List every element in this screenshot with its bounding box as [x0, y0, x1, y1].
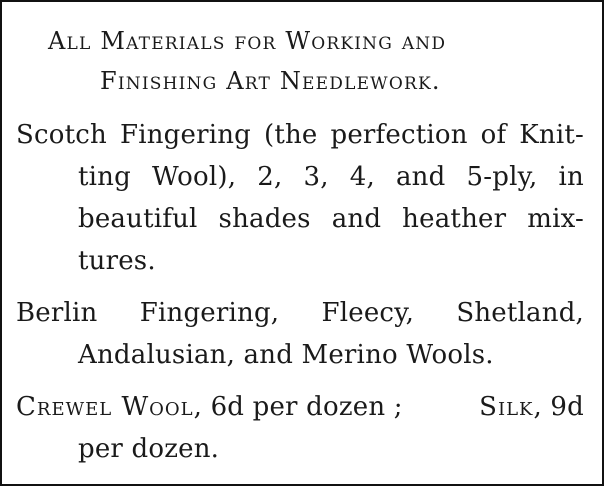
silk-label: Silk — [479, 392, 534, 422]
para3-line-1 — [16, 392, 584, 422]
silk-price: , 9d — [533, 392, 584, 422]
silk-group — [479, 392, 584, 422]
heading-line-2: Finishing Art Needlework. — [100, 67, 441, 95]
para2-line-2: Andalusian, and Merino Wools. — [78, 340, 494, 370]
crewel-wool-group — [16, 392, 403, 422]
crewel-wool-label: Crewel Wool — [16, 392, 194, 422]
para2-line-1: Berlin Fingering, Fleecy, Shetland, — [16, 298, 584, 328]
para3-line-2: per dozen. — [78, 434, 220, 464]
para1-line-2: ting Wool), 2, 3, 4, and 5-ply, in — [78, 162, 584, 192]
para1-line-3: beautiful shades and heather mix- — [78, 204, 584, 234]
heading-line-1: All Materials for Working and — [48, 27, 447, 55]
para1-line-4: tures. — [78, 246, 156, 276]
para1-line-1: Scotch Fingering (the perfection of Knit- — [16, 120, 584, 150]
advertisement-text — [2, 2, 602, 484]
crewel-wool-price: , 6d per dozen ; — [193, 392, 403, 422]
